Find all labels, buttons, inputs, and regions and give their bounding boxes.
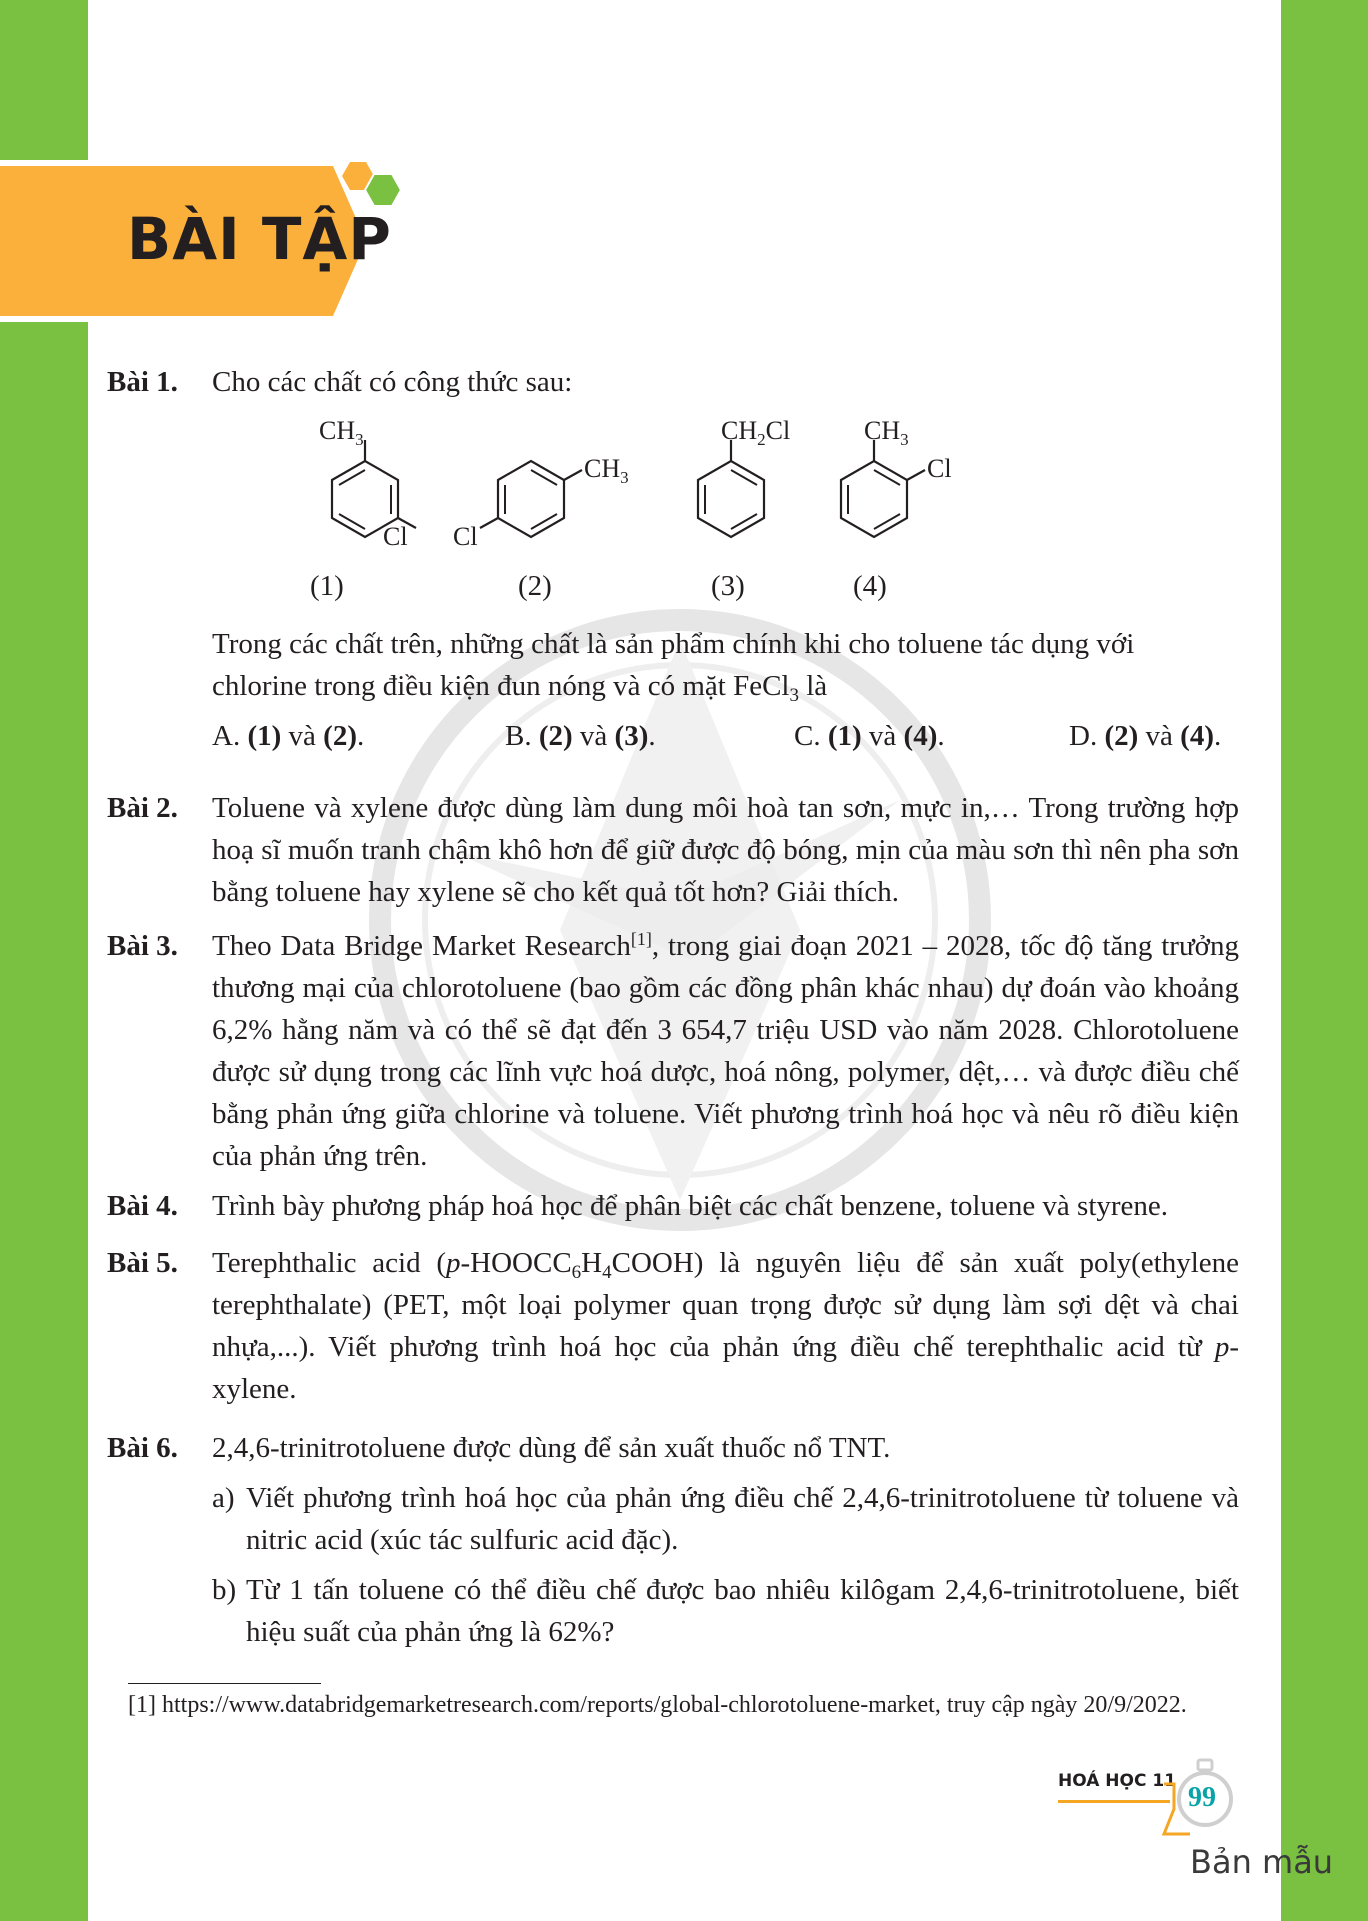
exercise-5-label: Bài 5. (107, 1247, 178, 1279)
exercise-4-label: Bài 4. (107, 1190, 178, 1222)
exercise-1-question-line-2: chlorine trong điều kiện đun nóng và có mặt FeCl$_3$ là (212, 670, 828, 706)
exercise-1-question-line-1: Trong các chất trên, những chất là sản phẩm chính khi cho toluene tác dụng với (212, 628, 1135, 660)
exercise-6b-text: Từ 1 tấn toluene có thể điều chế được bao nhiêu kilôgam 2,4,6-trinitrotoluene, biết hiệu suất của phản ứng là 62%? (246, 1574, 1239, 1648)
exercise-3-label: Bài 3. (107, 930, 178, 962)
svg-text:Cl: Cl (927, 454, 952, 483)
exercise-6a-text: Viết phương trình hoá học của phản ứng điều chế 2,4,6-trinitrotoluene từ toluene và nitric acid (xúc tác sulfuric acid đặc). (246, 1482, 1239, 1556)
svg-text:CH3: $CH_3$ (584, 454, 629, 487)
exercise-1-label: Bài 1. (107, 366, 178, 398)
option-a: A. (1) và (2). (212, 720, 365, 752)
exercise-4-text: Trình bày phương pháp hoá học để phân biệt các chất benzene, toluene và styrene. (212, 1190, 1169, 1222)
svg-text:Cl: Cl (453, 522, 478, 551)
structure-1 (282, 410, 432, 565)
exercise-3-text: Theo Data Bridge Market Research[1], trong giai đoạn 2021 – 2028, tốc độ tăng trưởng thương mại của chlorotoluene (bao gồm các đồng phân khác nhau) dự đoán vào khoảng 6,2% hằng năm và có thể sẽ đạt đến 3 654,7 triệu USD vào năm 2028. Chlorotoluene được sử dụng trong các lĩnh vực hoá dược, hoá nông, polymer, dệt,… và được điều chế bằng phản ứng giữa chlorine và toluene. Viết phương trình hoá học và nêu rõ điều kiện của phản ứng trên. (212, 929, 1239, 1172)
structure-4-number: (4) (853, 570, 887, 602)
structure-3 (648, 410, 798, 565)
exercise-2-text: Toluene và xylene được dùng làm dung môi hoà tan sơn, mực in,… Trong trường hợp hoạ sĩ muốn tranh chậm khô hơn để giữ được độ bóng, mịn của màu sơn thì nên pha sơn bằng toluene hay xylene sẽ cho kết quả tốt hơn? Giải thích. (212, 792, 1239, 908)
sample-stamp: Bản mẫu (1190, 1843, 1334, 1881)
structure-4 (791, 410, 961, 565)
right-margin-bar (1281, 0, 1368, 1921)
structure-1-number: (1) (310, 570, 344, 602)
book-title-underline (1058, 1800, 1170, 1803)
structure-2 (448, 410, 648, 565)
svg-text:Cl: Cl (383, 522, 408, 551)
option-b: B. (2) và (3). (505, 720, 656, 752)
structure-2-number: (2) (518, 570, 552, 602)
page-number: 99 (1188, 1782, 1216, 1813)
option-c: C. (1) và (4). (794, 720, 945, 752)
exercise-6-intro: 2,4,6-trinitrotoluene được dùng để sản xuất thuốc nổ TNT. (212, 1432, 891, 1464)
exercise-6-label: Bài 6. (107, 1432, 178, 1464)
section-title: BÀI TẬP (127, 205, 392, 273)
svg-text:CH3: $CH_3$ (864, 416, 909, 449)
exercise-2-label: Bài 2. (107, 792, 178, 824)
exercise-1-intro: Cho các chất có công thức sau: (212, 366, 573, 398)
svg-text:CH2Cl: $CH_2Cl$ (721, 416, 791, 449)
option-d: D. (2) và (4). (1069, 720, 1222, 752)
footnote: [1] https://www.databridgemarketresearch.com/reports/global-chlorotoluene-market, truy cập ngày 20/9/2022. (128, 1692, 1187, 1718)
structure-3-number: (3) (711, 570, 745, 602)
book-title: HOÁ HỌC 11 (1058, 1771, 1177, 1791)
exercise-6a-label: a) (212, 1482, 235, 1514)
exercise-6b-label: b) (212, 1574, 237, 1606)
footnote-rule (128, 1683, 321, 1684)
exercise-5-text: Terephthalic acid $(p-HOOCC_6H_4COOH)$ là nguyên liệu để sản xuất poly(ethylene terephthalate) (PET, một loại polymer quan trọng được sử dụng làm sợi dệt và chai nhựa,...). Viết phương trình hoá học của phản ứng điều chế terephthalic acid từ p-xylene. (212, 1247, 1239, 1405)
svg-text:CH3: $CH_3$ (319, 416, 364, 449)
